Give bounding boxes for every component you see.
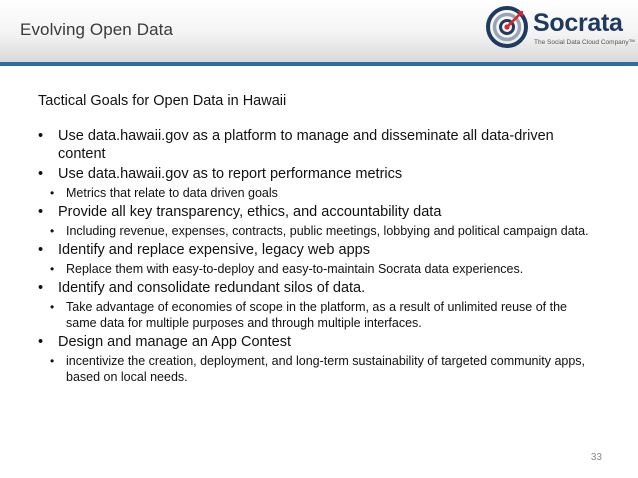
bullet-item: • Use data.hawaii.gov as a platform to manage and disseminate all data-driven content xyxy=(38,127,598,163)
slide-header-title: Evolving Open Data xyxy=(20,20,173,39)
bullet-list xyxy=(38,127,598,385)
sub-bullet-list xyxy=(38,353,598,385)
sub-bullet-item: • incentivize the creation, deployment, and long-term sustainability of targeted community apps, based on local needs. xyxy=(38,353,598,385)
sub-bullet-list xyxy=(38,185,598,201)
sub-bullet-item: • Take advantage of economies of scope in the platform, as a result of unlimited reuse of the same data for multiple purposes and through multiple interfaces. xyxy=(38,299,598,331)
page-number: 33 xyxy=(590,452,602,463)
logo-tagline: The Social Data Cloud Company™ xyxy=(534,39,636,46)
sub-bullet-item: • Replace them with easy-to-deploy and easy-to-maintain Socrata data experiences. xyxy=(38,261,598,277)
bullet-item: • Identify and replace expensive, legacy web apps xyxy=(38,241,598,259)
sub-bullet-list xyxy=(38,223,598,239)
socrata-target-icon xyxy=(486,6,528,48)
sub-bullet-list xyxy=(38,261,598,277)
bullet-item: • Use data.hawaii.gov as to report performance metrics xyxy=(38,165,598,183)
logo-wordmark: Socrata xyxy=(533,9,623,37)
header-accent-rule xyxy=(0,62,638,66)
sub-bullet-list xyxy=(38,299,598,331)
sub-bullet-item: • Including revenue, expenses, contracts, public meetings, lobbying and political campaign data. xyxy=(38,223,598,239)
bullet-item: • Identify and consolidate redundant silos of data. xyxy=(38,279,598,297)
slide-header xyxy=(0,0,638,63)
socrata-logo xyxy=(486,6,634,54)
bullet-item: • Provide all key transparency, ethics, and accountability data xyxy=(38,203,598,221)
bullet-item: • Design and manage an App Contest xyxy=(38,333,598,351)
slide-content xyxy=(38,93,598,387)
slide-subtitle: Tactical Goals for Open Data in Hawaii xyxy=(38,93,287,109)
sub-bullet-item: • Metrics that relate to data driven goals xyxy=(38,185,598,201)
